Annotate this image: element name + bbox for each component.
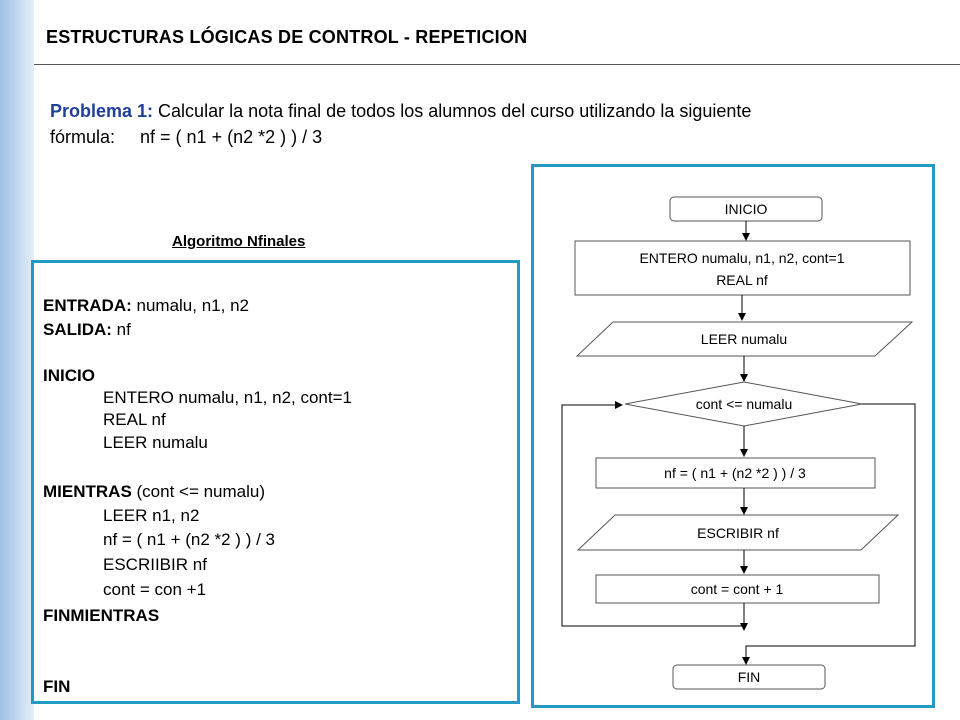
slide-title: ESTRUCTURAS LÓGICAS DE CONTROL - REPETICION [46,27,528,47]
algo-entrada-kw: ENTRADA: [43,296,132,315]
problem-label: Problema 1: [50,101,154,121]
algo-mientras-kw: MIENTRAS [43,482,132,501]
flow-inicio-label: INICIO [724,201,768,217]
algorithm-title: Algoritmo Nfinales [172,233,306,250]
problem-text-line1: Calcular la nota final de todos los alumnos del curso utilizando la siguiente [153,101,752,121]
algo-leer-numalu: LEER numalu [103,433,208,452]
flow-leer-label: LEER numalu [700,331,788,347]
algo-decl-real: REAL nf [103,410,166,429]
algo-entrada-val: numalu, n1, n2 [131,296,249,315]
flow-condition-label: cont <= numalu [695,396,793,412]
algo-decl-entero: ENTERO numalu, n1, n2, cont=1 [103,388,352,407]
algo-finmientras: FINMIENTRAS [43,606,160,625]
algo-salida-val: nf [111,320,131,339]
algo-incremento: cont = con +1 [103,580,207,599]
algo-salida-kw: SALIDA: [43,320,112,339]
problem-text-line2: fórmula: nf = ( n1 + (n2 *2 ) ) / 3 [50,127,323,147]
algo-fin: FIN [43,677,71,696]
algo-formula: nf = ( n1 + (n2 *2 ) ) / 3 [103,530,275,549]
flow-fin-label: FIN [737,669,761,685]
flow-decl-line1: ENTERO numalu, n1, n2, cont=1 [639,250,845,266]
flow-formula-label: nf = ( n1 + (n2 *2 ) ) / 3 [664,465,806,481]
flow-incremento-label: cont = cont + 1 [690,581,784,597]
algo-escribir: ESCRIIBIR nf [103,555,207,574]
algo-leer-n: LEER n1, n2 [103,506,200,525]
flow-escribir-label: ESCRIBIR nf [697,525,779,541]
flow-decl-line2: REAL nf [716,272,768,288]
algo-inicio: INICIO [43,366,95,385]
algo-mientras-cond: (cont <= numalu) [131,482,266,501]
